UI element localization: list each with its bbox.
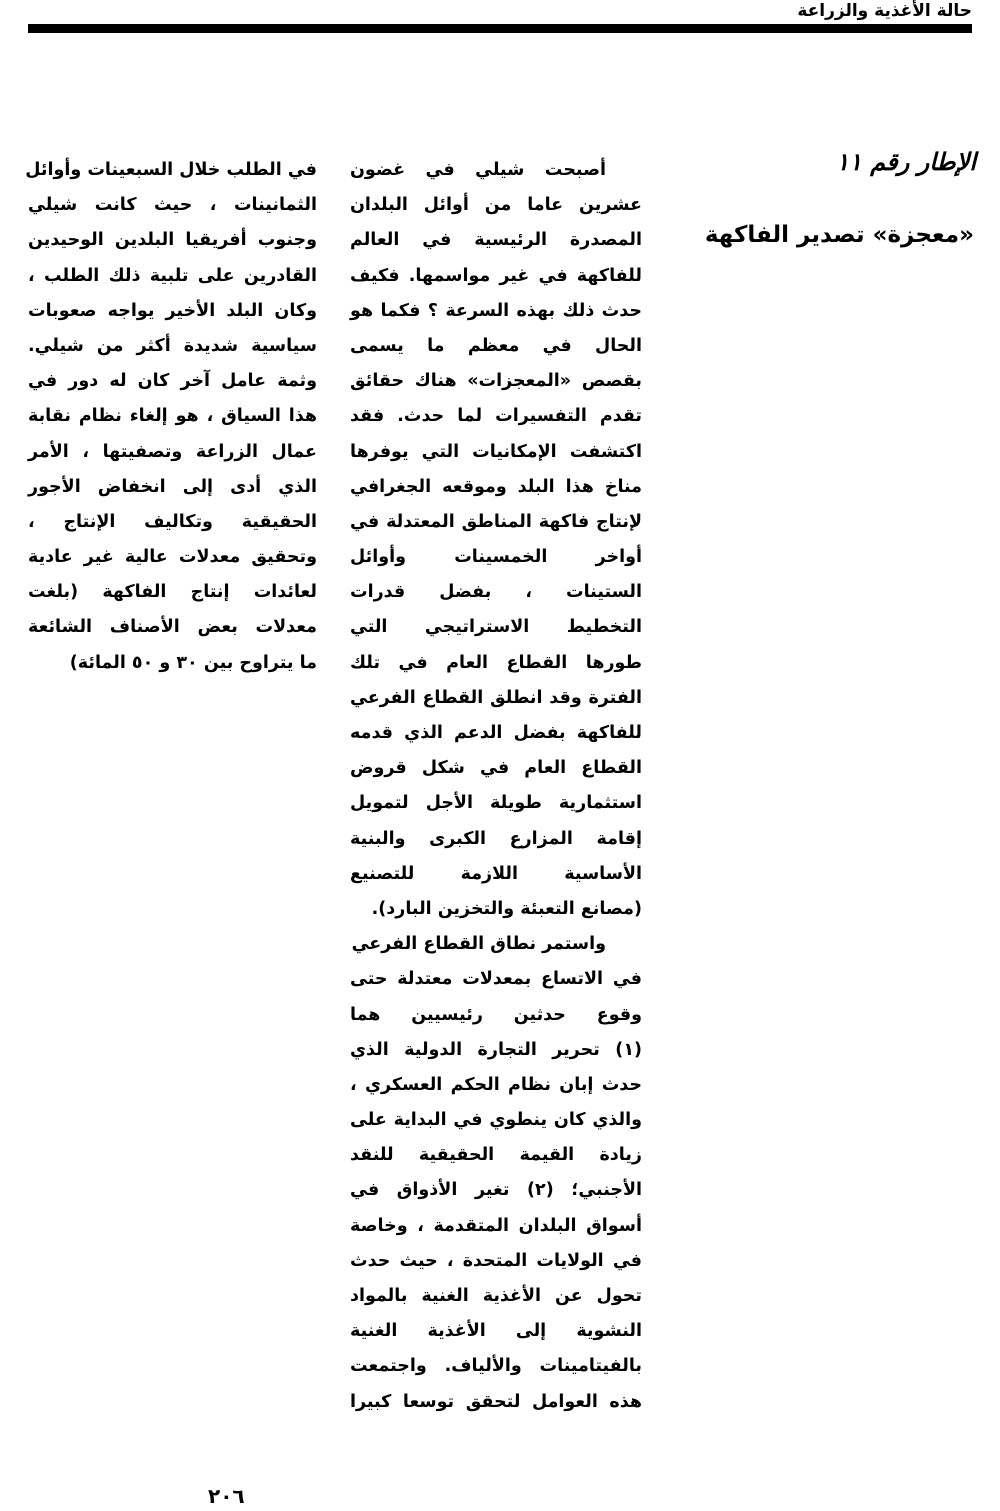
text-line: زيادة القيمة الحقيقية للنقد xyxy=(350,1145,642,1166)
text-line: الثمانينات ، حيث كانت شيلي xyxy=(28,195,317,216)
text-line: المصدرة الرئيسية في العالم xyxy=(350,230,642,251)
text-line: في الاتساع بمعدلات معتدلة حتى xyxy=(350,969,642,990)
text-line: طورها القطاع العام في تلك xyxy=(350,652,642,673)
running-header: حالة الأغذية والزراعة xyxy=(797,1,972,21)
text-line: لعائدات إنتاج الفاكهة (بلغت xyxy=(28,582,317,603)
text-line: القطاع العام في شكل قروض xyxy=(350,758,642,779)
text-line: أسواق البلدان المتقدمة ، وخاصة xyxy=(350,1215,642,1236)
box-title: «معجزة» تصدير الفاكهة xyxy=(704,222,974,248)
text-line: في الولايات المتحدة ، حيث حدث xyxy=(350,1250,642,1271)
text-line: مناخ هذا البلد وموقعه الجغرافي xyxy=(350,476,642,497)
text-line: إقامة المزارع الكبرى والبنية xyxy=(350,828,642,849)
text-line: هذه العوامل لتحقق توسعا كبيرا xyxy=(350,1391,642,1412)
text-line: عشرين عاما من أوائل البلدان xyxy=(350,195,642,216)
text-line: أصبحت شيلي في غضون xyxy=(350,160,606,180)
text-line: وجنوب أفريقيا البلدين الوحيدين xyxy=(28,230,317,251)
page-number: ٢٠٦ xyxy=(208,1484,245,1508)
text-line: بقصص «المعجزات» هناك حقائق xyxy=(350,371,642,392)
text-line: استثمارية طويلة الأجل لتمويل xyxy=(350,793,642,814)
text-line: معدلات بعض الأصناف الشائعة xyxy=(28,617,317,638)
text-line: أواخر الخمسينات وأوائل xyxy=(350,547,642,568)
text-line: وتحقيق معدلات عالية غير عادية xyxy=(28,547,317,568)
header-rule xyxy=(28,24,972,33)
text-line: وقوع حدثين رئيسيين هما xyxy=(350,1004,642,1025)
text-line: والذي كان ينطوي في البداية على xyxy=(350,1110,642,1131)
text-line: حدث إبان نظام الحكم العسكري ، xyxy=(350,1074,642,1095)
text-line: حدث ذلك بهذه السرعة ؟ فكما هو xyxy=(350,300,642,321)
text-line: الذي أدى إلى انخفاض الأجور xyxy=(28,476,317,497)
text-column-left xyxy=(25,153,317,681)
text-line: ما يتراوح بين ٣٠ و ٥٠ المائة) xyxy=(69,652,317,673)
text-line: القادرين على تلبية ذلك الطلب ، xyxy=(28,265,317,286)
text-line: بالفيتامينات والألياف. واجتمعت xyxy=(350,1356,642,1377)
text-line: اكتشفت الإمكانيات التي يوفرها xyxy=(350,441,642,462)
text-line: تقدم التفسيرات لما حدث. فقد xyxy=(350,406,642,427)
text-line: تحول عن الأغذية الغنية بالمواد xyxy=(350,1286,642,1306)
text-line: وثمة عامل آخر كان له دور في xyxy=(28,371,317,392)
text-line: الأساسية اللازمة للتصنيع xyxy=(350,863,642,884)
text-line: التخطيط الاستراتيجي التي xyxy=(350,617,642,638)
text-column-middle xyxy=(350,153,642,1420)
text-line: للفاكهة بفضل الدعم الذي قدمه xyxy=(350,723,642,743)
text-line: الحال في معظم ما يسمى xyxy=(350,335,642,356)
text-line: (١) تحرير التجارة الدولية الذي xyxy=(350,1039,642,1060)
text-line: الفترة وقد انطلق القطاع الفرعي xyxy=(350,687,642,708)
text-line: في الطلب خلال السبعينات وأوائل xyxy=(25,160,317,180)
text-line: (مصانع التعبئة والتخزين البارد). xyxy=(371,898,642,919)
text-line: النشوية إلى الأغذية الغنية xyxy=(350,1321,642,1342)
text-line: وكان البلد الأخير يواجه صعوبات xyxy=(28,300,317,321)
text-line: الستينات ، بفضل قدرات xyxy=(350,582,642,603)
text-line: للفاكهة في غير مواسمها. فكيف xyxy=(350,265,642,286)
text-line: الأجنبي؛ (٢) تغير الأذواق في xyxy=(350,1180,642,1201)
text-line: الحقيقية وتكاليف الإنتاج ، xyxy=(28,511,317,532)
box-label: الإطار رقم ١١ xyxy=(836,148,976,176)
text-line: واستمر نطاق القطاع الفرعي xyxy=(351,934,606,955)
text-line: سياسية شديدة أكثر من شيلي. xyxy=(28,335,317,356)
text-line: عمال الزراعة وتصفيتها ، الأمر xyxy=(28,441,317,462)
text-line: هذا السياق ، هو إلغاء نظام نقابة xyxy=(28,406,317,427)
text-line: لإنتاج فاكهة المناطق المعتدلة في xyxy=(350,511,642,532)
